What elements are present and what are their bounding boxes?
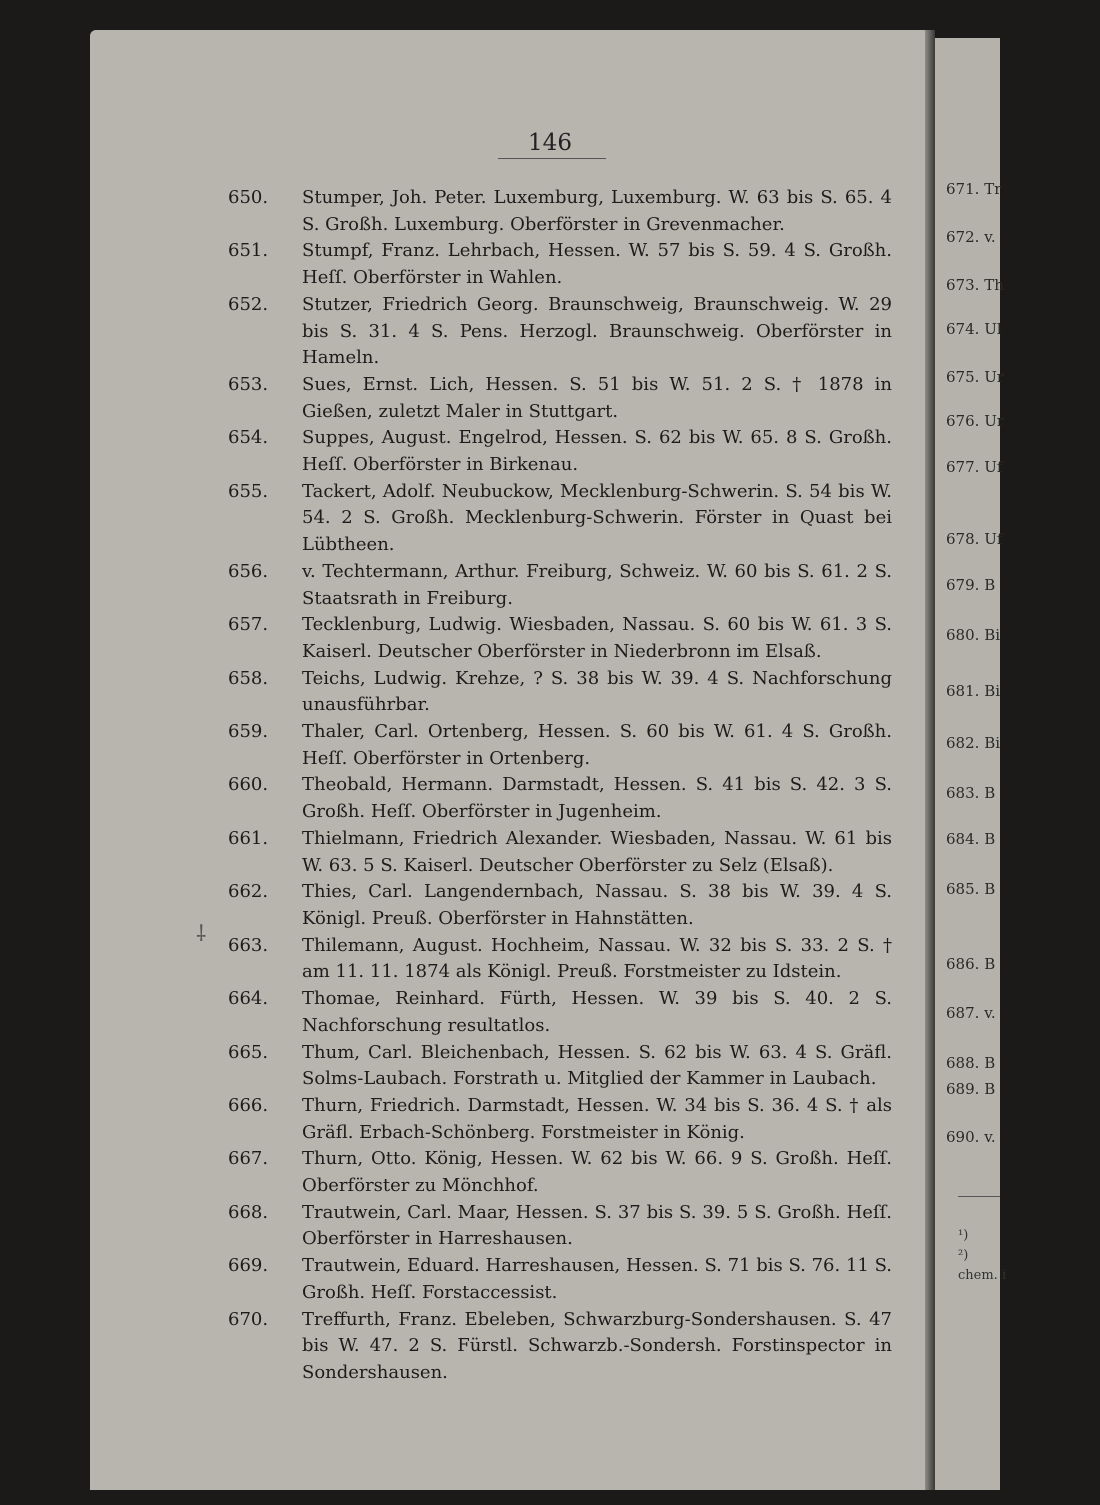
side-entry (946, 1080, 1006, 1098)
side-entry (946, 228, 1006, 246)
entry-text: Stumpf, Franz. Lehrbach, Hessen. W. 57 bis S. 59. 4 S. Großh. Heſſ. Oberförster in Wahlen. (302, 240, 892, 289)
entry (228, 559, 892, 612)
side-entry-number: 685. (946, 880, 980, 898)
side-entry-fragment: Bi (984, 682, 1001, 700)
book-gutter (925, 30, 935, 1490)
entry-text: Theobald, Hermann. Darmstadt, Hessen. S. 41 bis S. 42. 3 S. Großh. Heſſ. Oberförster in Jugenheim. (302, 774, 892, 823)
side-entry (946, 276, 1006, 294)
side-entry-number: 673. (946, 276, 980, 294)
side-entry-fragment: B (984, 784, 996, 802)
side-entry-fragment: B (984, 1054, 996, 1072)
side-entry-number: 689. (946, 1080, 980, 1098)
entry-text: Thies, Carl. Langendernbach, Nassau. S. 38 bis W. 39. 4 S. Königl. Preuß. Oberförster in Hahnstätten. (302, 881, 892, 929)
side-entry-number: 680. (946, 626, 980, 644)
entry (228, 372, 892, 425)
side-entry-fragment: Tr (984, 180, 1002, 198)
side-entry-number: 672. (946, 228, 980, 246)
entry-text: Stutzer, Friedrich Georg. Braunschweig, Braunschweig. W. 29 bis S. 31. 4 S. Pens. Herzogl. Braunschweig. Oberförster in Hameln. (302, 293, 892, 369)
side-entry-fragment: Ur (984, 412, 1004, 430)
entry-text: Thielmann, Friedrich Alexander. Wiesbaden, Nassau. W. 61 bis W. 63. 5 S. Kaiserl. Deutscher Oberförster zu Selz (Elsaß). (302, 827, 892, 876)
adjacent-page-footnote-rule (958, 1196, 1000, 1197)
entry-number: 668. (228, 1201, 269, 1223)
side-entry-fragment: v. (984, 1004, 996, 1022)
entry (228, 933, 892, 986)
side-entry-number: 678. (946, 530, 980, 548)
entry-text: Sues, Ernst. Lich, Hessen. S. 51 bis W. 51. 2 S. † 1878 in Gießen, zuletzt Maler in Stuttgart. (302, 373, 892, 422)
entry-text: Teichs, Ludwig. Krehze, ? S. 38 bis W. 39. 4 S. Nachforschung unausführbar. (302, 667, 892, 716)
entry-number: 657. (228, 614, 269, 636)
entry-number: 670. (228, 1308, 269, 1330)
entry (228, 666, 892, 719)
side-entry-number: 674. (946, 320, 980, 338)
entry-text: Tackert, Adolf. Neubuckow, Mecklenburg-Schwerin. S. 54 bis W. 54. 2 S. Großh. Mecklenburg-Schwerin. Förster in Quast bei Lübtheen. (302, 480, 892, 556)
entry (228, 879, 892, 932)
side-entry-number: 686. (946, 955, 980, 973)
page-number-rule (498, 158, 606, 159)
entry (228, 185, 892, 238)
entry-number: 659. (228, 721, 269, 743)
entry-text: v. Techtermann, Arthur. Freiburg, Schweiz. W. 60 bis S. 61. 2 S. Staatsrath in Freiburg. (302, 560, 892, 609)
entry (228, 612, 892, 665)
entry-text: Thurn, Friedrich. Darmstadt, Hessen. W. 34 bis S. 36. 4 S. † als Gräfl. Erbach-Schönberg. Forstmeister in König. (302, 1094, 892, 1143)
side-entry-fragment: B (984, 880, 996, 898)
entry-number: 658. (228, 667, 269, 689)
side-entry-number: 687. (946, 1004, 980, 1022)
entry (228, 292, 892, 372)
side-entry (946, 458, 1006, 476)
side-entry-fragment: B (984, 955, 996, 973)
entry-text: Suppes, August. Engelrod, Hessen. S. 62 bis W. 65. 8 S. Großh. Heſſ. Oberförster in Birkenau. (302, 427, 892, 476)
side-entry (946, 576, 1006, 594)
side-entry-fragment: Th (984, 276, 1004, 294)
side-entry-fragment: Ur (984, 368, 1004, 386)
entry-number: 661. (228, 827, 269, 849)
entry-text: Thurn, Otto. König, Hessen. W. 62 bis W. 66. 9 S. Großh. Heſſ. Oberförster zu Mönchhof. (302, 1148, 892, 1197)
side-entry (946, 1128, 1006, 1146)
entry (228, 772, 892, 825)
side-entry (946, 626, 1006, 644)
side-entry-fragment: Uf (984, 530, 1003, 548)
side-entry-number: 676. (946, 412, 980, 430)
side-entry-number: 681. (946, 682, 980, 700)
entry-number: 655. (228, 480, 269, 502)
side-entry (946, 830, 1006, 848)
entry-number: 652. (228, 293, 269, 315)
side-entry-number: 688. (946, 1054, 980, 1072)
entry-number: 663. (228, 934, 269, 956)
entry (228, 1146, 892, 1199)
side-entry-number: 690. (946, 1128, 980, 1146)
side-entry (946, 784, 1006, 802)
entry (228, 986, 892, 1039)
entry-number: 669. (228, 1255, 269, 1277)
entry-number: 660. (228, 774, 269, 796)
side-entry-fragment: Bi (984, 626, 1001, 644)
entry-list (228, 185, 892, 1387)
entry (228, 479, 892, 559)
entry-number: 662. (228, 881, 269, 903)
page-number: 146 (528, 130, 572, 156)
entry-text: Trautwein, Eduard. Harreshausen, Hessen. S. 71 bis S. 76. 11 S. Großh. Heſſ. Forstaccessist. (302, 1255, 892, 1303)
entry (228, 1253, 892, 1306)
adjacent-page-footnote: chem. i (958, 1268, 1007, 1283)
side-entry-fragment: v. (984, 228, 996, 246)
side-entry-fragment: B (984, 576, 996, 594)
entry-text: Thum, Carl. Bleichenbach, Hessen. S. 62 bis W. 63. 4 S. Gräfl. Solms-Laubach. Forstrath u. Mitglied der Kammer in Laubach. (302, 1041, 892, 1090)
entry-text: Treffurth, Franz. Ebeleben, Schwarzburg-Sondershausen. S. 47 bis W. 47. 2 S. Fürstl. Schwarzb.-Sondersh. Forstinspector in Sondershausen. (302, 1308, 892, 1383)
entry (228, 826, 892, 879)
side-entry (946, 368, 1006, 386)
entry-text: Tecklenburg, Ludwig. Wiesbaden, Nassau. S. 60 bis W. 61. 3 S. Kaiserl. Deutscher Oberförster in Niederbronn im Elsaß. (302, 614, 892, 662)
side-entry-number: 683. (946, 784, 980, 802)
entry-text: Trautwein, Carl. Maar, Hessen. S. 37 bis S. 39. 5 S. Großh. Heſſ. Oberförster in Harreshausen. (302, 1201, 892, 1250)
adjacent-page-footnote: ²) (958, 1248, 969, 1263)
entry-text: Thaler, Carl. Ortenberg, Hessen. S. 60 bis W. 61. 4 S. Großh. Heſſ. Oberförster in Ortenberg. (302, 721, 892, 769)
entry-number: 650. (228, 187, 269, 208)
side-entry-number: 682. (946, 734, 980, 752)
entry (228, 1093, 892, 1146)
side-entry-number: 671. (946, 180, 980, 198)
side-entry (946, 1054, 1006, 1072)
entry (228, 1307, 892, 1387)
side-entry-fragment: B (984, 830, 996, 848)
side-entry-number: 675. (946, 368, 980, 386)
entry-number: 666. (228, 1094, 269, 1116)
entry-text: Stumper, Joh. Peter. Luxemburg, Luxemburg. W. 63 bis S. 65. 4 S. Großh. Luxemburg. Oberförster in Grevenmacher. (302, 187, 892, 235)
adjacent-page-footnote: ¹) (958, 1228, 969, 1243)
side-entry-number: 679. (946, 576, 980, 594)
entry (228, 425, 892, 478)
entry-number: 651. (228, 240, 269, 262)
entry (228, 719, 892, 772)
entry-number: 664. (228, 988, 269, 1010)
entry-number: 667. (228, 1148, 269, 1170)
side-entry (946, 880, 1006, 898)
entry-text: Thomae, Reinhard. Fürth, Hessen. W. 39 bis S. 40. 2 S. Nachforschung resultatlos. (302, 988, 892, 1036)
entry (228, 1040, 892, 1093)
entry (228, 238, 892, 291)
side-entry (946, 1004, 1006, 1022)
entry-number: 665. (228, 1041, 269, 1063)
side-entry-fragment: Bi (984, 734, 1001, 752)
side-entry-number: 684. (946, 830, 980, 848)
side-entry (946, 530, 1006, 548)
side-entry (946, 412, 1006, 430)
entry-number: 656. (228, 560, 269, 582)
side-entry-number: 677. (946, 458, 980, 476)
side-entry-fragment: Uf (984, 458, 1003, 476)
side-entry (946, 180, 1006, 198)
entry (228, 1200, 892, 1253)
side-entry-fragment: Ul (984, 320, 1002, 338)
side-entry-fragment: B (984, 1080, 996, 1098)
side-entry-fragment: v. (984, 1128, 996, 1146)
margin-mark: ⸸ (196, 922, 207, 947)
side-entry (946, 955, 1006, 973)
side-entry (946, 320, 1006, 338)
entry-text: Thilemann, August. Hochheim, Nassau. W. 32 bis S. 33. 2 S. † am 11. 11. 1874 als Königl. Preuß. Forstmeister zu Idstein. (302, 934, 892, 983)
side-entry (946, 734, 1006, 752)
entry-number: 654. (228, 427, 269, 449)
side-entry (946, 682, 1006, 700)
entry-number: 653. (228, 373, 269, 395)
